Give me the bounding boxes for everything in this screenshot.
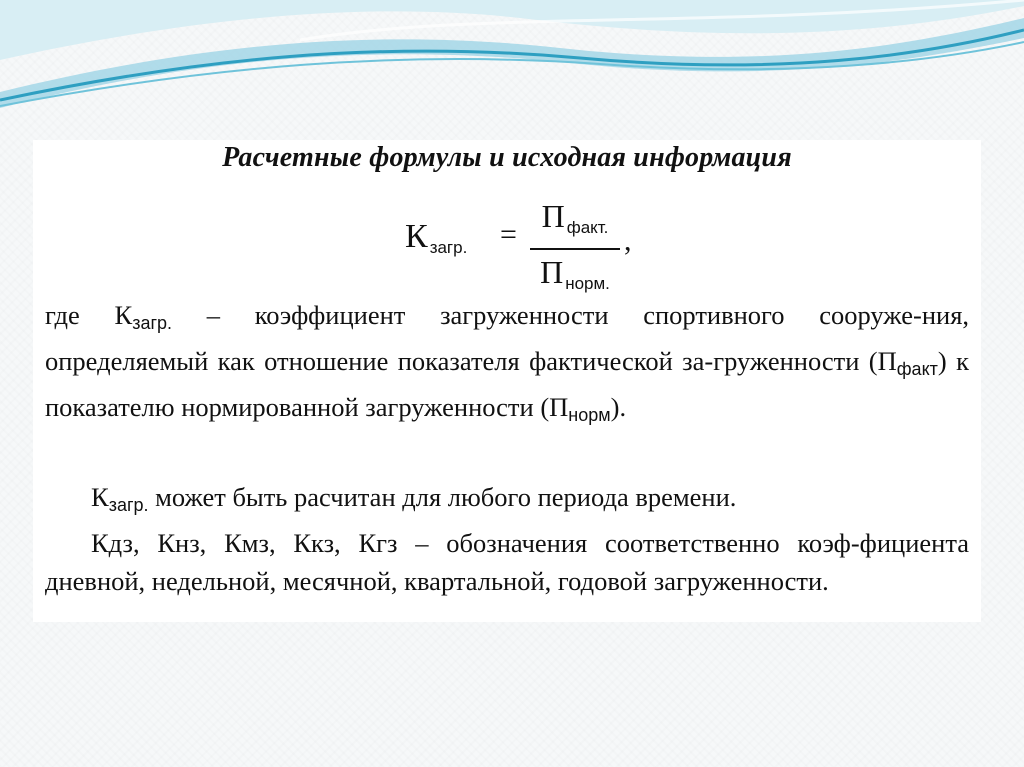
formula-den-symbol: П [540,253,564,290]
notes-paragraphs [45,478,969,600]
p1-subscript-zagr: загр. [132,313,173,333]
formula-equals: = [500,218,517,251]
fraction-bar [530,248,620,250]
p2-symbol-k: К [91,482,109,512]
p2-text: может быть расчитан для любого периода времени. [148,482,737,512]
content-panel [33,140,981,622]
formula-numerator [530,198,620,246]
p1-symbol-k: К [114,300,133,330]
formula-lhs-subscript: загр. [429,238,468,257]
formula-num-symbol: П [541,198,565,234]
slide-title: Расчетные формулы и исходная информация [222,142,792,173]
p3-text: Кдз, Кнз, Кмз, Ккз, Кгз – обозначения соответственно коэф-фициента дневной, недельной, месячной, квартальной, годовой загруженности. [45,528,969,596]
decorative-waves [0,0,1024,115]
p1-subscript-norm: норм [568,405,611,425]
formula-lhs [405,218,467,258]
period-note [45,478,969,524]
p1-word-where: где [45,300,115,330]
p1-text-3: ). [610,392,627,422]
formula-den-subscript: норм. [565,273,610,293]
formula-num-subscript: факт. [566,218,609,237]
p1-symbol-p-norm: П [549,392,569,422]
formula-denominator [530,254,620,302]
formula-lhs-symbol: К [405,218,428,255]
formula-comma: , [624,224,632,257]
formula-fraction [530,198,620,302]
p1-text-2: ) к показателю нормированной загруженности ( [45,346,969,422]
p2-subscript-zagr: загр. [108,495,149,515]
p1-text-1: – коэффициент загруженности спортивного сооруже-ния, определяемый как отношение показателя фактической за-груженности ( [45,300,970,376]
definition-paragraph [45,296,969,434]
notation-note [45,524,969,600]
load-coefficient-formula [405,198,645,293]
p1-symbol-p-fact: П [877,346,897,376]
p1-subscript-fact: факт [896,359,938,379]
